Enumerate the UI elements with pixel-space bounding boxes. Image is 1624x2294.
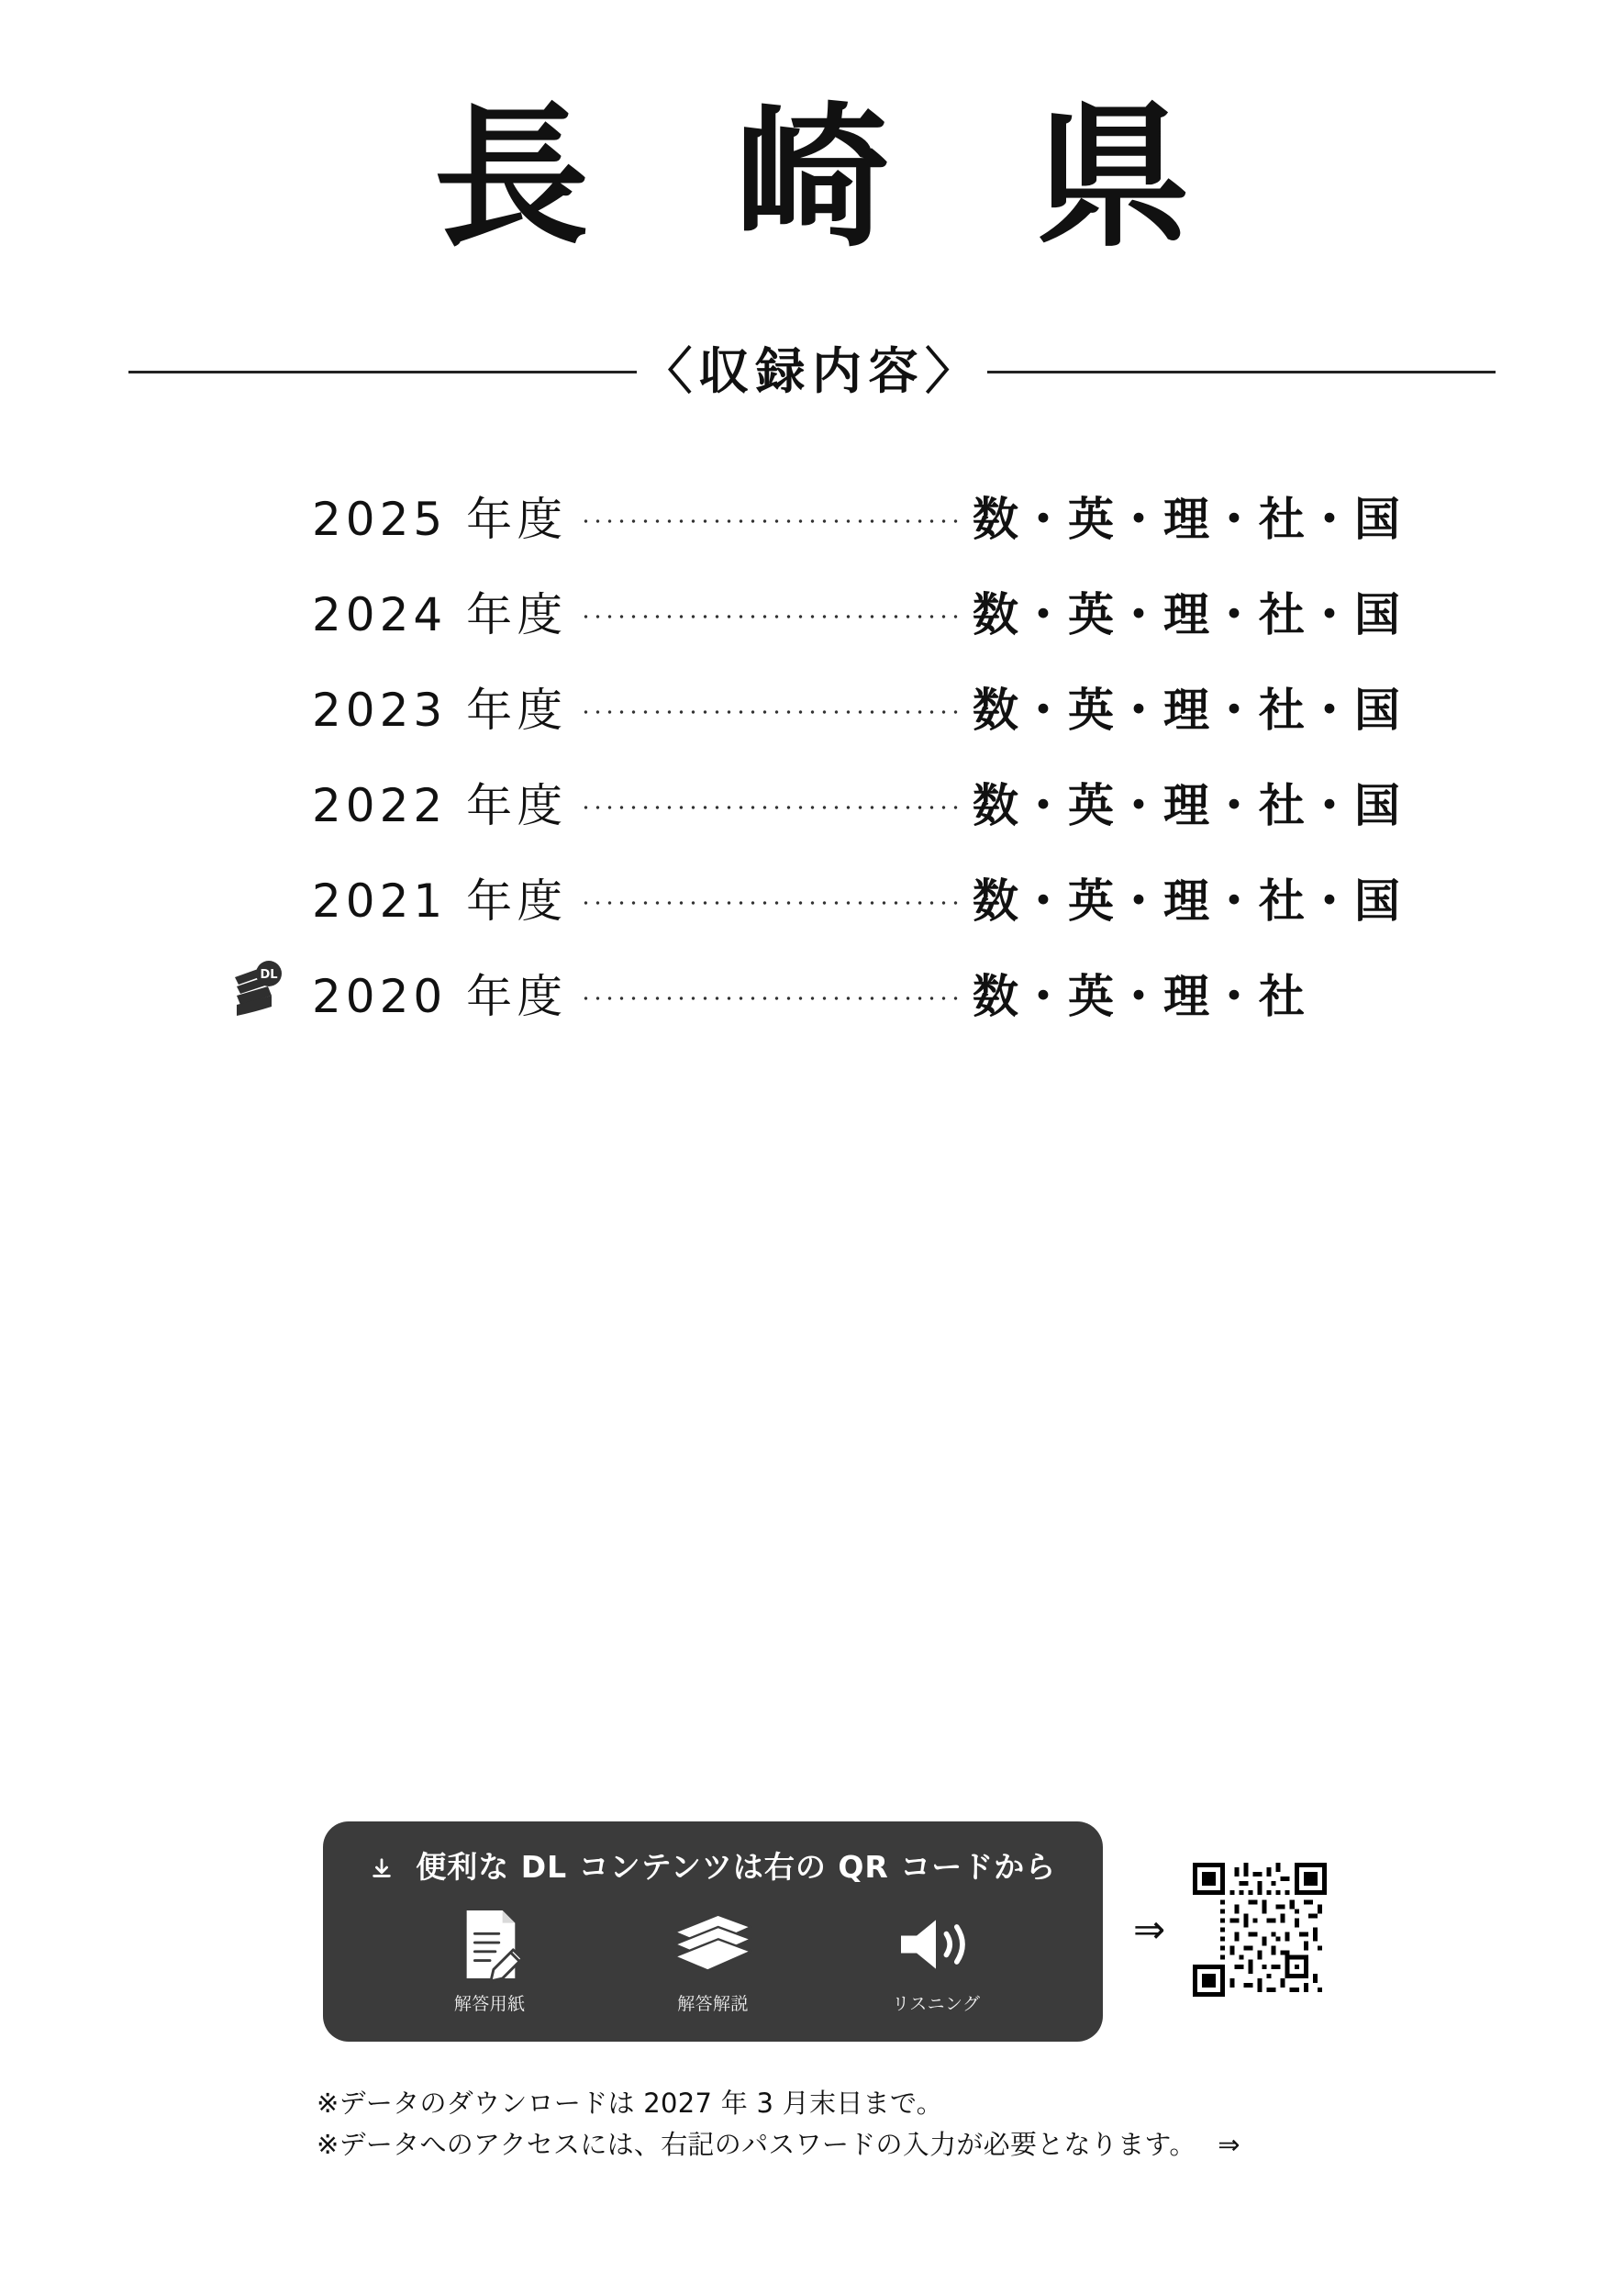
subjects-label: 数・英・理・社・国: [973, 493, 1402, 546]
list-item: [0, 468, 1624, 563]
contents-list: [0, 468, 1624, 1041]
dl-item-answer-sheet[interactable]: [398, 1902, 582, 2015]
dl-item-listening[interactable]: [844, 1902, 1028, 2015]
list-item: [0, 754, 1624, 850]
leader-dots: [580, 804, 960, 811]
subjects-label: 数・英・理・社・国: [973, 588, 1402, 641]
dl-item-caption: リスニング: [892, 1994, 981, 2014]
year-label: 2024 年度: [312, 588, 568, 641]
subjects-label: 数・英・理・社・国: [973, 779, 1402, 832]
qr-arrow: ⇒: [1133, 1907, 1166, 1952]
dl-panel-headline-text: 便利な DL コンテンツは右の QR コードから: [416, 1849, 1057, 1885]
dl-panel-headline: [323, 1843, 1103, 1888]
svg-text:DL: DL: [260, 968, 278, 982]
leader-dots: [580, 613, 960, 620]
subjects-label: 数・英・理・社: [973, 970, 1307, 1023]
dl-books-icon: [228, 959, 295, 1027]
footnote-line: ※データのダウンロードは 2027 年 3 月末日まで。: [317, 2088, 943, 2119]
leader-dots: [580, 995, 960, 1002]
footnote-arrow: ⇒: [1218, 2128, 1240, 2160]
dl-item-row: [323, 1902, 1103, 2015]
year-label: 2020 年度: [312, 970, 568, 1023]
books-icon: [621, 1902, 805, 1987]
speaker-icon: [844, 1902, 1028, 1987]
list-item: [0, 659, 1624, 754]
footnotes: [317, 2083, 1418, 2166]
dl-item-caption: 解答用紙: [453, 1994, 526, 2014]
year-label: 2023 年度: [312, 684, 568, 737]
leader-dots: [580, 708, 960, 716]
dl-item-answer-explanation[interactable]: [621, 1902, 805, 2015]
leader-dots: [580, 518, 960, 525]
list-item: [0, 945, 1624, 1041]
footnote-line-2: [317, 2124, 1418, 2166]
document-pencil-icon: [398, 1902, 582, 1987]
subjects-label: 数・英・理・社・国: [973, 874, 1402, 928]
section-heading-label: 〈収録内容〉: [642, 342, 982, 400]
footnote-text: ※データへのアクセスには、右記のパスワードの入力が必要となります。: [317, 2128, 1196, 2160]
heading-rule-right: [987, 371, 1496, 373]
subjects-label: 数・英・理・社・国: [973, 684, 1402, 737]
qr-code-icon[interactable]: [1193, 1863, 1327, 1997]
dl-item-caption: 解答解説: [677, 1994, 749, 2014]
dl-content-panel: [323, 1821, 1103, 2042]
list-item: [0, 563, 1624, 659]
year-label: 2022 年度: [312, 779, 568, 832]
section-heading: [128, 342, 1496, 400]
leader-dots: [580, 899, 960, 907]
download-icon: [370, 1853, 394, 1888]
year-label: 2021 年度: [312, 874, 568, 928]
page-title: 長 崎 県: [434, 88, 1236, 268]
year-label: 2025 年度: [312, 493, 568, 546]
heading-rule-left: [128, 371, 637, 373]
list-item: [0, 850, 1624, 945]
